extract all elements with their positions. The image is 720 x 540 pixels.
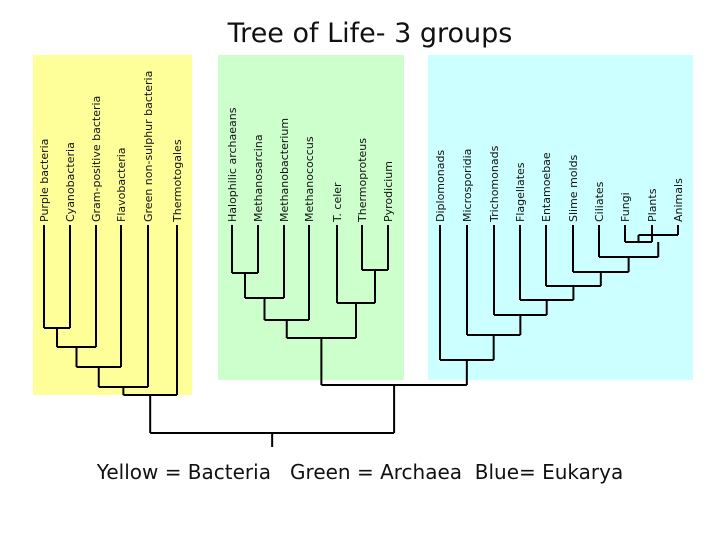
leaf-label-fungi: Fungi xyxy=(619,192,632,222)
leaf-label-t-celer: T. celer xyxy=(331,182,344,222)
leaf-label-methanococcus: Methanococcus xyxy=(303,136,316,222)
leaf-label-trichomonads: Trichomonads xyxy=(488,145,501,222)
leaf-label-methanosarcina: Methanosarcina xyxy=(252,134,265,222)
slide-title: Tree of Life- 3 groups xyxy=(227,18,513,49)
leaf-label-slime-molds: Slime molds xyxy=(567,154,580,222)
leaf-label-ciliates: Ciliates xyxy=(593,181,606,222)
leaf-label-purple-bacteria: Purple bacteria xyxy=(38,138,51,222)
leaf-label-animals: Animals xyxy=(672,178,685,222)
leaf-label-thermotogales: Thermotogales xyxy=(171,139,184,222)
leaf-label-flagellates: Flagellates xyxy=(514,162,527,222)
leaf-label-halophilic-archaeans: Halophilic archaeans xyxy=(226,107,239,222)
leaf-label-plants: Plants xyxy=(646,188,659,222)
leaf-label-cyanobacteria: Cyanobacteria xyxy=(64,142,77,222)
leaf-label-microsporidia: Microsporidia xyxy=(461,148,474,222)
leaf-label-gram-positive-bacteria: Gram-positive bacteria xyxy=(90,95,103,222)
leaf-label-entamoebae: Entamoebae xyxy=(540,152,553,222)
leaf-label-thermoproteus: Thermoproteus xyxy=(356,137,369,222)
leaf-label-methanobacterium: Methanobacterium xyxy=(278,117,291,222)
leaf-label-diplomonads: Diplomonads xyxy=(434,149,447,222)
leaf-label-flavobacteria: Flavobacteria xyxy=(115,147,128,222)
leaf-label-pyrodicium: Pyrodicium xyxy=(382,161,395,222)
leaf-label-green-non-sulphur-bacteria: Green non-sulphur bacteria xyxy=(142,70,155,222)
legend-caption: Yellow = Bacteria Green = Archaea Blue= Eukarya xyxy=(96,460,624,484)
